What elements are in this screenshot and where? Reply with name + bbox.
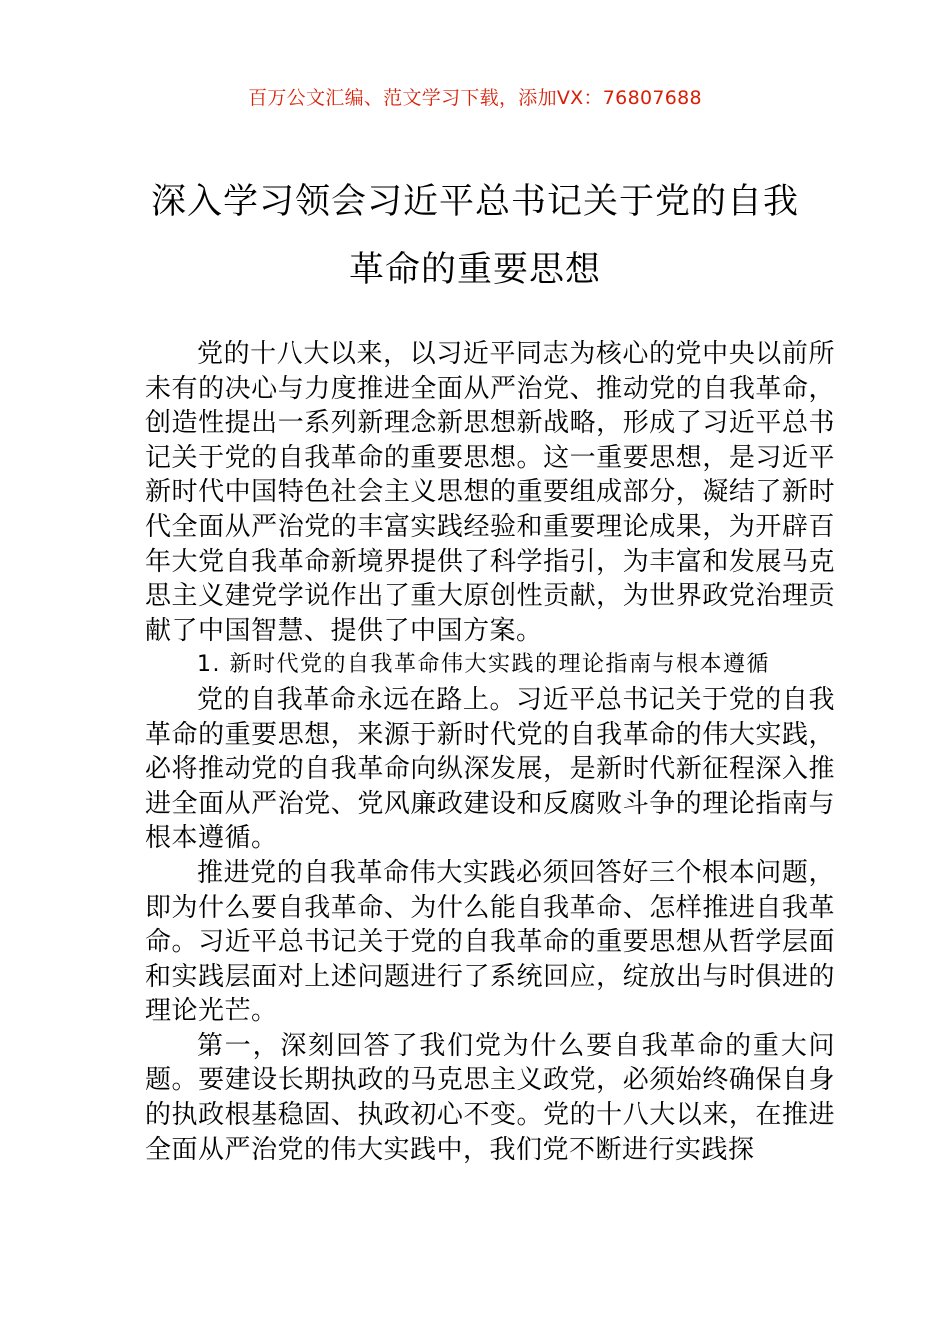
document-title-line-2: 革命的重要思想 bbox=[348, 250, 601, 290]
paragraph: 推进党的自我革命伟大实践必须回答好三个根本问题，即为什么要自我革命、为什么能自我革命、怎样推进自我革命。习近平总书记关于党的自我革命的重要思想从哲学层面和实践层面对上述问题进行了系统回应，绽放出与时俱进的理论光芒。 bbox=[145, 857, 835, 1027]
section-heading-1: 1. 新时代党的自我革命伟大实践的理论指南与根本遵循 bbox=[197, 652, 770, 678]
paragraph: 第一，深刻回答了我们党为什么要自我革命的重大问题。要建设长期执政的马克思主义政党，必须始终确保自身的执政根基稳固、执政初心不变。党的十八大以来，在推进全面从严治党的伟大实践中，我们党不断进行实践探 bbox=[145, 1030, 835, 1165]
document-title-line-1: 深入学习领会习近平总书记关于党的自我 bbox=[150, 182, 799, 222]
paragraph-intro: 党的十八大以来，以习近平同志为核心的党中央以前所未有的决心与力度推进全面从严治党、推动党的自我革命，创造性提出一系列新理念新思想新战略，形成了习近平总书记关于党的自我革命的重要思想。这一重要思想，是习近平新时代中国特色社会主义思想的重要组成部分，凝结了新时代全面从严治党的丰富实践经验和重要理论成果，为开辟百年大党自我革命新境界提供了科学指引，为丰富和发展马克思主义建党学说作出了重大原创性贡献，为世界政党治理贡献了中国智慧、提供了中国方案。 bbox=[145, 339, 835, 646]
header-note: 百万公文汇编、范文学习下载，添加VX：76807688 bbox=[248, 87, 702, 109]
paragraph: 党的自我革命永远在路上。习近平总书记关于党的自我革命的重要思想，来源于新时代党的自我革命的伟大实践，必将推动党的自我革命向纵深发展，是新时代新征程深入推进全面从严治党、党风廉政建设和反腐败斗争的理论指南与根本遵循。 bbox=[145, 684, 835, 854]
document-body bbox=[145, 337, 835, 1167]
